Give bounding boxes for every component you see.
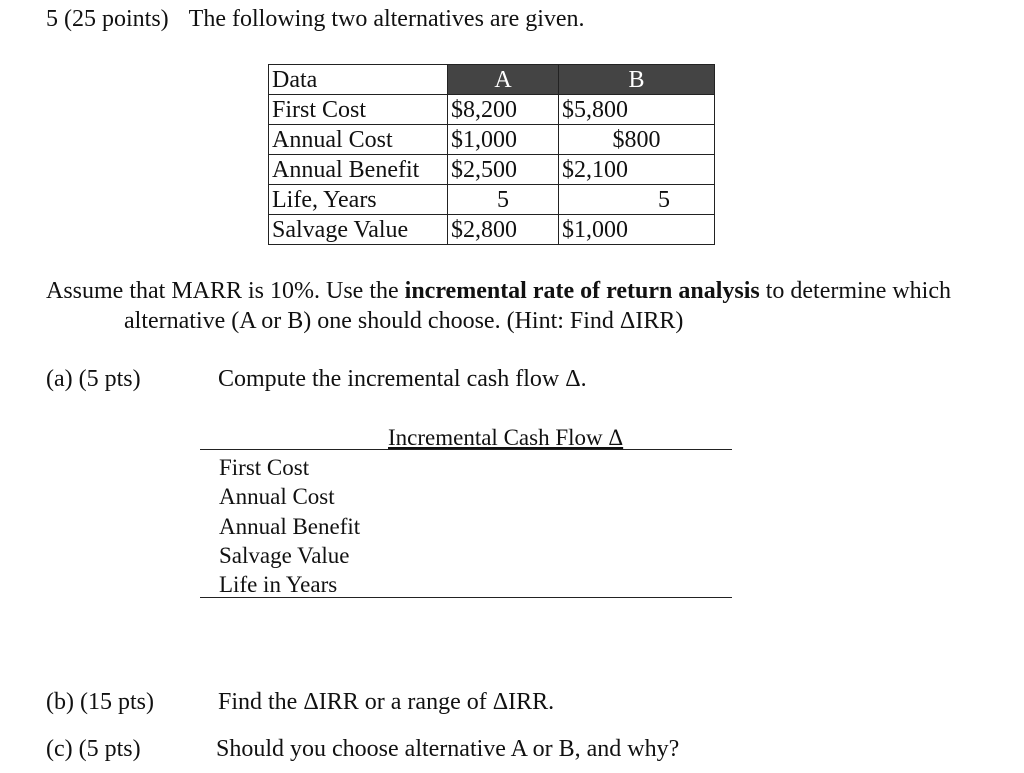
part-a-text: Compute the incremental cash flow Δ.: [218, 366, 587, 392]
assume-line-2: alternative (A or B) one should choose. (Hint: Find ΔIRR): [124, 308, 684, 334]
question-points: (25 points): [64, 6, 169, 32]
value-b: 5: [559, 185, 715, 215]
value-a: $8,200: [448, 95, 559, 125]
table-row: [269, 125, 715, 155]
table-row: [269, 215, 715, 245]
incremental-table-header: Incremental Cash Flow Δ: [388, 425, 624, 450]
part-c-label: (c) (5 pts): [46, 736, 141, 762]
incremental-row: Life in Years: [219, 572, 338, 597]
question-header: [46, 6, 585, 33]
value-a: $2,500: [448, 155, 559, 185]
value-a: 5: [448, 185, 559, 215]
value-b: $5,800: [559, 95, 715, 125]
value-a: $2,800: [448, 215, 559, 245]
part-a-label: (a) (5 pts): [46, 366, 141, 392]
header-data: Data: [269, 65, 448, 95]
row-label: Annual Benefit: [269, 155, 448, 185]
bold-method: incremental rate of return analysis: [404, 278, 760, 304]
header-a: A: [448, 65, 559, 95]
table-header-row: [269, 65, 715, 95]
value-b: $2,100: [559, 155, 715, 185]
question-intro: The following two alternatives are given.: [188, 6, 585, 32]
table-row: [269, 95, 715, 125]
part-c-text: Should you choose alternative A or B, and why?: [216, 736, 680, 762]
table-row: [269, 185, 715, 215]
question-number: 5: [46, 6, 58, 32]
row-label: Salvage Value: [269, 215, 448, 245]
alternatives-table: [268, 64, 715, 245]
footer-rule: [200, 597, 732, 598]
row-label: Annual Cost: [269, 125, 448, 155]
row-label: First Cost: [269, 95, 448, 125]
part-b-label: (b) (15 pts): [46, 689, 154, 715]
incremental-row: Annual Benefit: [219, 514, 361, 539]
table-row: [269, 155, 715, 185]
header-b: B: [559, 65, 715, 95]
header-rule: [200, 449, 732, 450]
value-b: $1,000: [559, 215, 715, 245]
incremental-row: Annual Cost: [219, 484, 335, 509]
row-label: Life, Years: [269, 185, 448, 215]
assume-line-1: Assume that MARR is 10%. Use the incremental rate of return analysis to determine which: [46, 278, 951, 304]
value-b: $800: [559, 125, 715, 155]
part-b-text: Find the ΔIRR or a range of ΔIRR.: [218, 689, 555, 715]
incremental-row: Salvage Value: [219, 543, 350, 568]
incremental-row: First Cost: [219, 455, 310, 480]
value-a: $1,000: [448, 125, 559, 155]
